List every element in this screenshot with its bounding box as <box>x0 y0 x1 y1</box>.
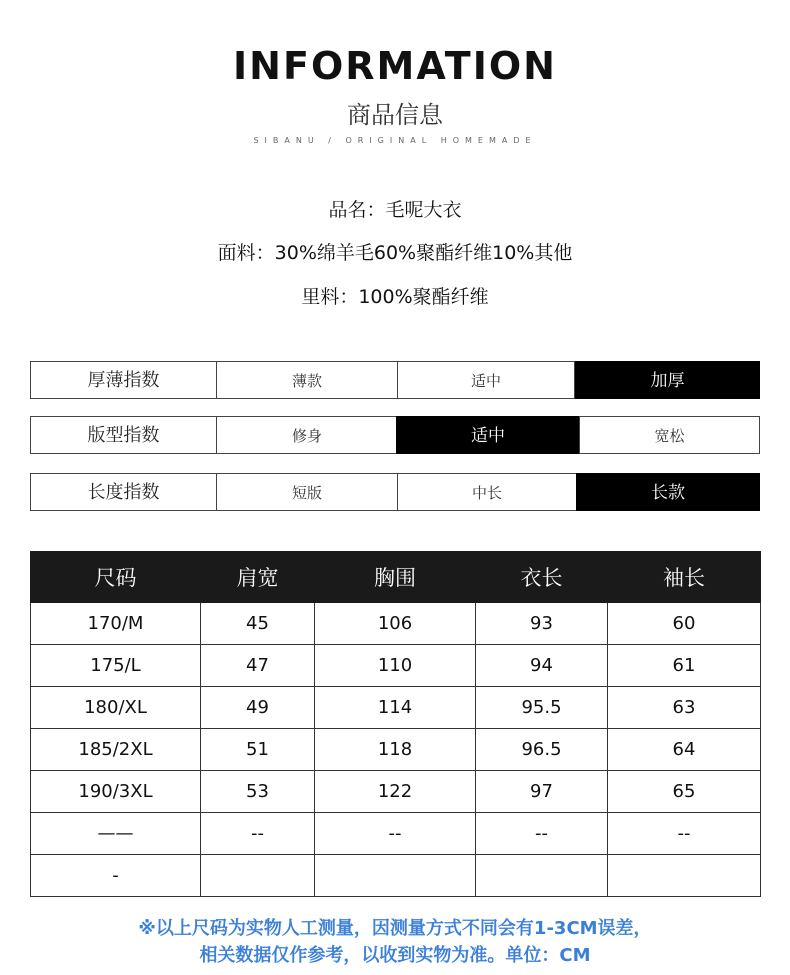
table-cell: 51 <box>201 729 315 771</box>
column-header: 衣长 <box>476 552 608 603</box>
table-cell: 94 <box>476 645 608 687</box>
table-row <box>31 645 761 687</box>
index-label: 厚薄指数 <box>30 361 217 399</box>
index-option-selected: 加厚 <box>575 361 760 399</box>
table-row <box>31 687 761 729</box>
index-label: 长度指数 <box>30 473 217 511</box>
table-row <box>31 729 761 771</box>
column-header: 肩宽 <box>201 552 315 603</box>
fit-index-row <box>30 416 760 456</box>
index-option: 宽松 <box>579 416 760 454</box>
table-row <box>31 813 761 855</box>
table-cell: —— <box>31 813 201 855</box>
brand-tagline: SIBANU / ORIGINAL HOMEMADE <box>253 136 537 145</box>
measurement-note-line1: ※以上尺码为实物人工测量，因测量方式不同会有1-3CM误差， <box>138 918 652 939</box>
table-cell: 60 <box>608 603 761 645</box>
length-index-row <box>30 473 760 513</box>
table-cell: 63 <box>608 687 761 729</box>
index-option: 适中 <box>397 361 575 399</box>
index-option: 中长 <box>397 473 577 511</box>
table-cell: 49 <box>201 687 315 729</box>
table-cell: 47 <box>201 645 315 687</box>
table-cell: -- <box>608 813 761 855</box>
table-cell: 180/XL <box>31 687 201 729</box>
page-subtitle: 商品信息 <box>347 101 443 129</box>
measurement-note-line2: 相关数据仅作参考，以收到实物为准。单位：CM <box>199 945 591 966</box>
table-cell: 185/2XL <box>31 729 201 771</box>
table-header-row <box>31 552 761 603</box>
index-label: 版型指数 <box>30 416 217 454</box>
table-cell: 106 <box>315 603 476 645</box>
table-cell: 61 <box>608 645 761 687</box>
table-cell: - <box>31 855 201 897</box>
table-cell: 122 <box>315 771 476 813</box>
column-header: 尺码 <box>31 552 201 603</box>
size-table <box>30 551 761 897</box>
index-option: 薄款 <box>216 361 398 399</box>
table-cell <box>315 855 476 897</box>
product-name: 品名：毛呢大衣 <box>328 199 462 221</box>
table-cell: 93 <box>476 603 608 645</box>
table-cell: -- <box>201 813 315 855</box>
index-option-selected: 适中 <box>396 416 580 454</box>
table-cell: 118 <box>315 729 476 771</box>
table-cell: 114 <box>315 687 476 729</box>
table-cell: -- <box>476 813 608 855</box>
table-cell: 110 <box>315 645 476 687</box>
table-cell: 170/M <box>31 603 201 645</box>
page-title: INFORMATION <box>233 44 557 88</box>
table-cell <box>476 855 608 897</box>
column-header: 胸围 <box>315 552 476 603</box>
table-cell: 96.5 <box>476 729 608 771</box>
product-fabric: 面料：30%绵羊毛60%聚酯纤维10%其他 <box>217 242 573 264</box>
column-header: 袖长 <box>608 552 761 603</box>
index-option-selected: 长款 <box>576 473 760 511</box>
index-option: 短版 <box>216 473 398 511</box>
table-cell: 53 <box>201 771 315 813</box>
table-cell: 190/3XL <box>31 771 201 813</box>
table-cell: 64 <box>608 729 761 771</box>
table-row <box>31 771 761 813</box>
table-cell: 95.5 <box>476 687 608 729</box>
table-cell: 45 <box>201 603 315 645</box>
table-cell: 175/L <box>31 645 201 687</box>
table-cell <box>608 855 761 897</box>
thickness-index-row <box>30 361 760 401</box>
table-cell <box>201 855 315 897</box>
index-option: 修身 <box>216 416 398 454</box>
table-cell: -- <box>315 813 476 855</box>
table-cell: 97 <box>476 771 608 813</box>
table-cell: 65 <box>608 771 761 813</box>
table-row <box>31 603 761 645</box>
product-lining: 里料：100%聚酯纤维 <box>301 286 489 308</box>
table-row <box>31 855 761 897</box>
